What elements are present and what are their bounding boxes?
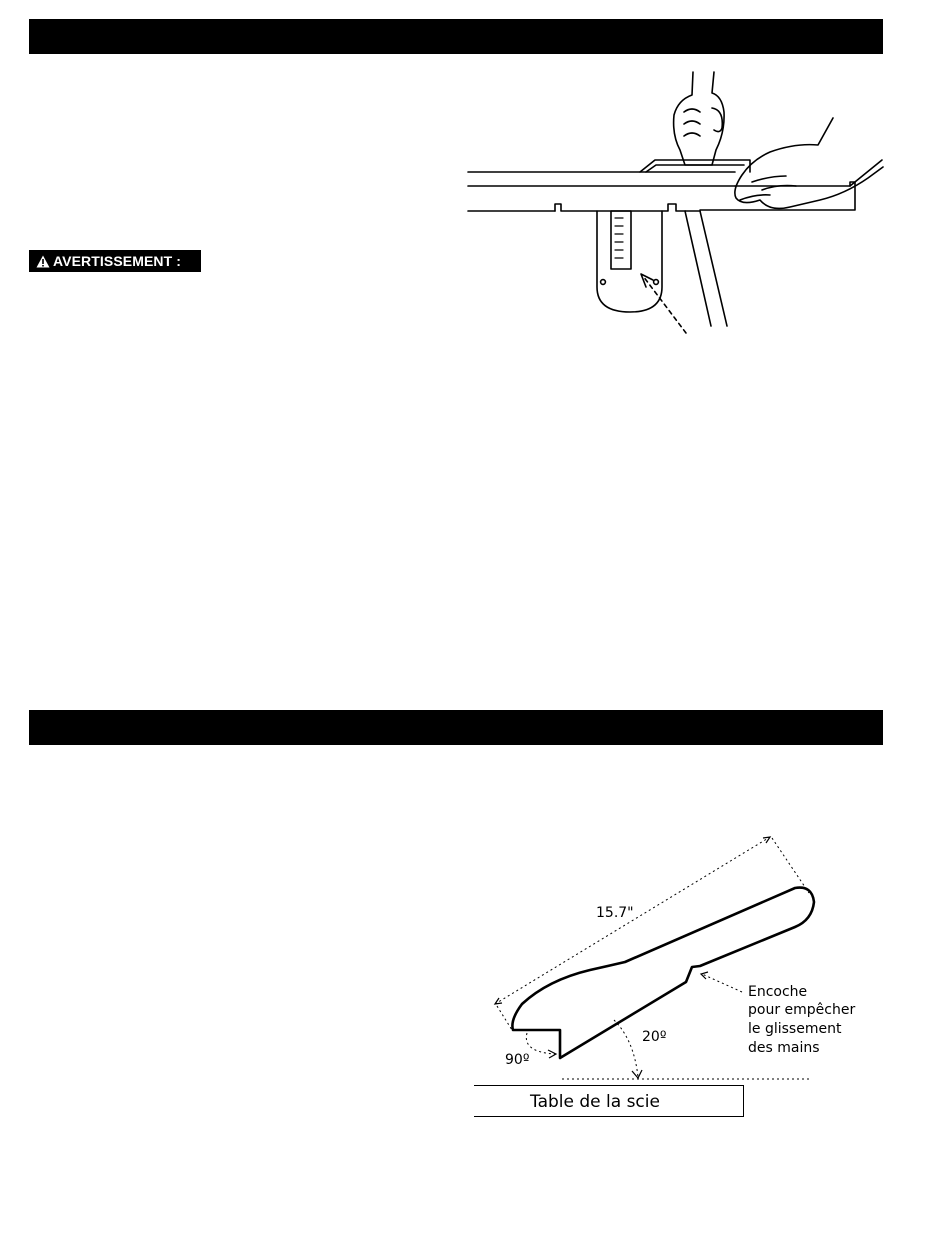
notch-label-line4: des mains xyxy=(748,1040,820,1056)
notch-label-line2: pour empêcher xyxy=(748,1002,856,1018)
saw-table-label: Table de la scie xyxy=(530,1092,660,1112)
notch-label-line3: le glissement xyxy=(748,1021,842,1037)
length-label: 15.7" xyxy=(596,905,634,921)
warning-label: AVERTISSEMENT : xyxy=(53,253,182,269)
notch-label-line1: Encoche xyxy=(748,984,808,1000)
angle-20-label: 20º xyxy=(642,1029,667,1045)
angle-90-label: 90º xyxy=(505,1052,530,1068)
